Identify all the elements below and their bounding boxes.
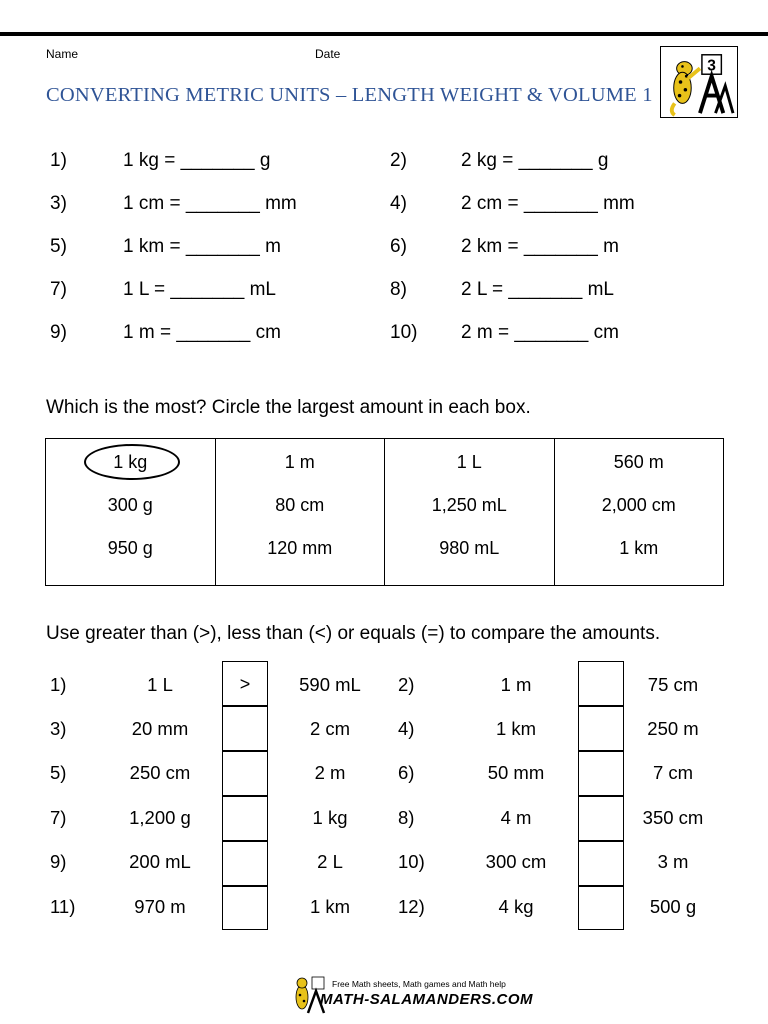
question-number: 8): [398, 807, 415, 828]
question-number: 4): [390, 193, 407, 214]
compare-left-value: 970 m: [134, 896, 186, 917]
question-number: 5): [50, 762, 67, 783]
conversion-question[interactable]: 1 km = _______ m: [123, 236, 281, 257]
top-rule: [0, 32, 768, 36]
question-number: 1): [50, 150, 67, 171]
logo-grade-number: 3: [707, 57, 716, 75]
date-label: Date: [315, 47, 341, 61]
largest-col-1: [46, 439, 216, 585]
largest-cell[interactable]: 980 mL: [439, 538, 500, 558]
question-number: 2): [398, 674, 415, 695]
question-number: 9): [50, 851, 67, 872]
compare-answer-box[interactable]: [222, 706, 268, 751]
compare-answer-box[interactable]: [222, 886, 268, 930]
largest-cell[interactable]: 1 L: [456, 452, 482, 472]
largest-cell[interactable]: 2,000 cm: [601, 495, 676, 515]
compare-right-value: 75 cm: [647, 674, 699, 695]
question-number: 11): [50, 896, 76, 917]
compare-answer-box[interactable]: [222, 796, 268, 841]
largest-cell[interactable]: 560 m: [613, 452, 664, 472]
largest-cell[interactable]: 300 g: [107, 495, 153, 515]
question-number: 6): [390, 236, 407, 257]
compare-answer-box[interactable]: [222, 751, 268, 796]
compare-left-value: 1,200 g: [129, 807, 191, 828]
compare-left-value: 1 km: [495, 718, 537, 739]
largest-instruction: Which is the most? Circle the largest amount in each box.: [46, 397, 531, 418]
question-number: 2): [390, 150, 407, 171]
conversion-question[interactable]: 1 L = _______ mL: [123, 279, 277, 300]
largest-col-2: [216, 439, 386, 585]
compare-right-value: 2 L: [317, 851, 343, 872]
compare-right-value: 350 cm: [642, 807, 704, 828]
largest-col-4: [555, 439, 724, 585]
worksheet-title: CONVERTING METRIC UNITS – LENGTH WEIGHT & VOLUME 1: [46, 84, 653, 106]
conversion-question[interactable]: 2 kg = _______ g: [461, 150, 609, 171]
question-number: 10): [390, 322, 418, 343]
footer-tagline: Free Math sheets, Math games and Math help: [332, 979, 506, 989]
question-number: 8): [390, 279, 407, 300]
compare-left-value: 1 L: [147, 674, 173, 695]
compare-answer-box[interactable]: >: [222, 661, 268, 706]
compare-left-value: 1 m: [500, 674, 532, 695]
conversion-question[interactable]: 2 m = _______ cm: [461, 322, 619, 343]
compare-right-value: 250 m: [647, 718, 699, 739]
compare-left-value: 50 mm: [487, 762, 545, 783]
salamander-logo: [660, 46, 738, 118]
question-number: 1): [50, 674, 67, 695]
largest-cell[interactable]: 80 cm: [275, 495, 325, 515]
question-number: 3): [50, 718, 67, 739]
compare-right-value: 7 cm: [652, 762, 694, 783]
conversion-question[interactable]: 1 m = _______ cm: [123, 322, 281, 343]
compare-left-value: 200 mL: [129, 851, 191, 872]
question-number: 7): [50, 279, 67, 300]
largest-cell[interactable]: 1 m: [284, 452, 315, 472]
conversion-question[interactable]: 1 cm = _______ mm: [123, 193, 297, 214]
compare-right-value: 1 kg: [312, 807, 348, 828]
compare-left-value: 250 cm: [129, 762, 191, 783]
largest-cell[interactable]: 950 g: [107, 538, 153, 558]
compare-left-value: 4 kg: [498, 896, 534, 917]
question-number: 4): [398, 718, 415, 739]
question-number: 3): [50, 193, 67, 214]
question-number: 9): [50, 322, 67, 343]
question-number: 5): [50, 236, 67, 257]
compare-left-value: 300 cm: [485, 851, 547, 872]
largest-col-3: [385, 439, 555, 585]
largest-table: [45, 438, 724, 586]
question-number: 12): [398, 896, 425, 917]
largest-cell[interactable]: 1 km: [619, 538, 659, 558]
conversion-question[interactable]: 2 km = _______ m: [461, 236, 619, 257]
compare-right-value: 3 m: [657, 851, 689, 872]
largest-cell[interactable]: 1,250 mL: [431, 495, 507, 515]
compare-right-value: 590 mL: [299, 674, 361, 695]
footer-logo: [290, 975, 534, 1015]
name-label: Name: [46, 47, 79, 61]
conversion-question[interactable]: 2 cm = _______ mm: [461, 193, 635, 214]
largest-cell[interactable]: 1 kg: [113, 452, 148, 472]
compare-right-value: 1 km: [309, 896, 351, 917]
compare-instruction: Use greater than (>), less than (<) or equals (=) to compare the amounts.: [46, 623, 661, 644]
compare-left-value: 4 m: [500, 807, 532, 828]
compare-left-value: 20 mm: [131, 718, 189, 739]
question-number: 7): [50, 807, 67, 828]
compare-right-value: 2 m: [314, 762, 346, 783]
compare-right-value: 500 g: [649, 896, 697, 917]
question-number: 10): [398, 851, 425, 872]
conversion-question[interactable]: 1 kg = _______ g: [123, 150, 271, 171]
question-number: 6): [398, 762, 415, 783]
largest-cell[interactable]: 120 mm: [267, 538, 333, 558]
conversion-question[interactable]: 2 L = _______ mL: [461, 279, 615, 300]
footer-site-link[interactable]: MATH-SALAMANDERS.COM: [320, 991, 534, 1008]
compare-right-value: 2 cm: [309, 718, 351, 739]
compare-answer-box[interactable]: [222, 841, 268, 886]
